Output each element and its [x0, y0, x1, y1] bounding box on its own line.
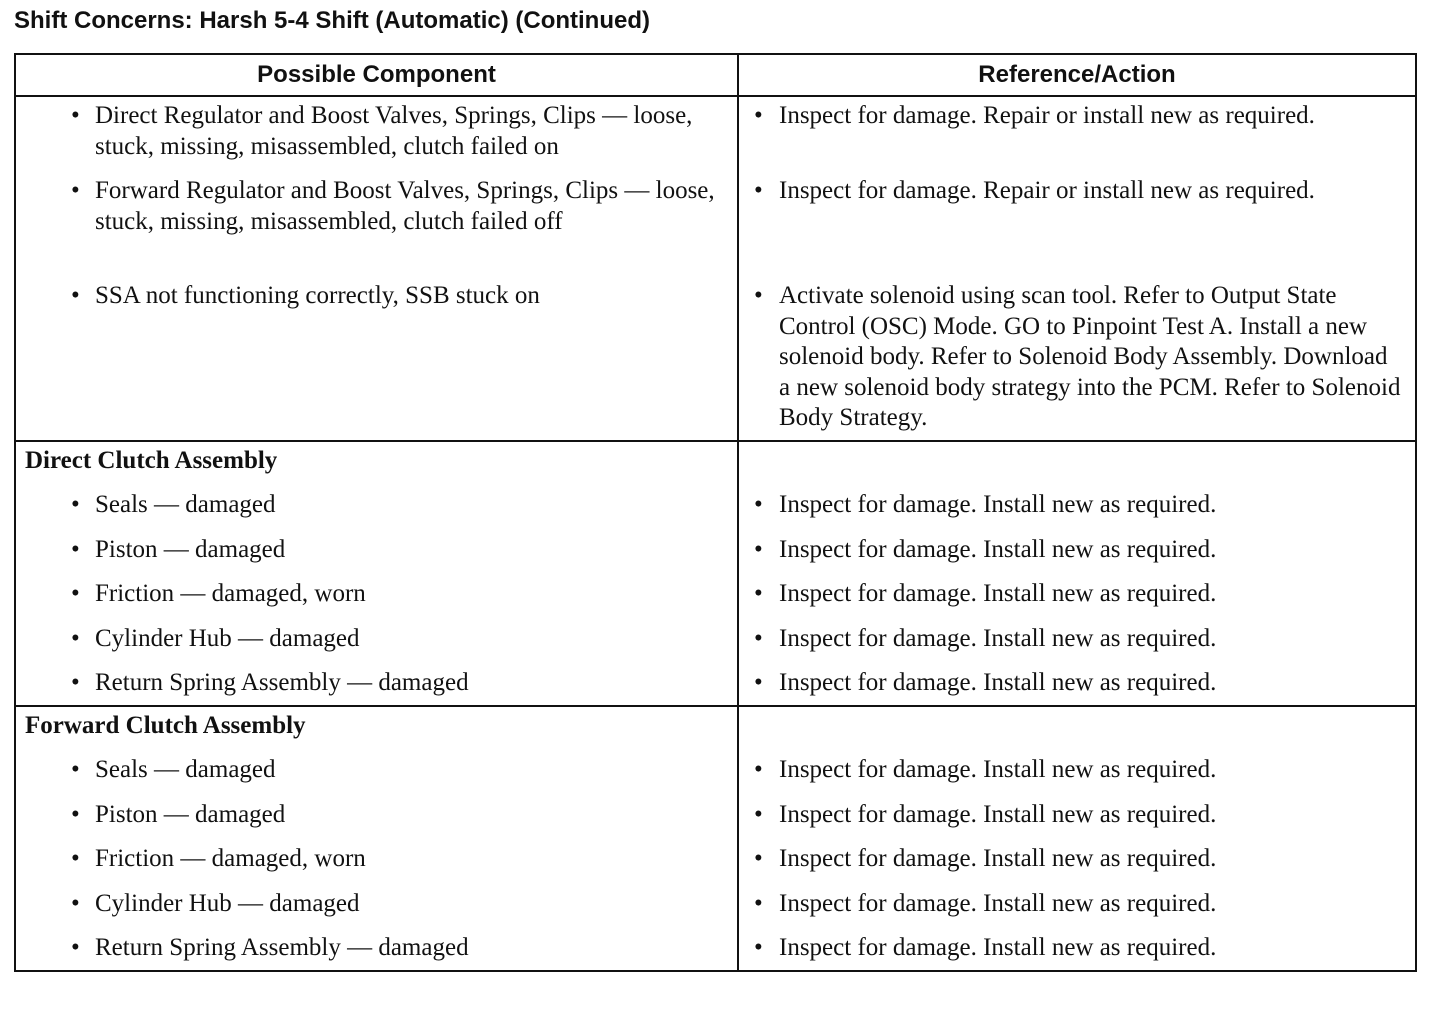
bullet-icon: •: [754, 669, 763, 696]
bullet-icon: •: [754, 177, 763, 204]
component-cell: [15, 441, 738, 706]
list-item: [739, 535, 1415, 566]
list-item: [739, 844, 1415, 875]
bullet-icon: •: [71, 535, 80, 563]
list-item: [739, 490, 1415, 521]
list-item: [16, 844, 737, 875]
bullet-icon: •: [71, 491, 80, 518]
list-item: [739, 755, 1415, 786]
list-item: [16, 101, 737, 162]
action-cell: [738, 706, 1416, 971]
action-text: Inspect for damage. Install new as required.: [779, 535, 1217, 563]
bullet-icon: •: [754, 491, 763, 518]
action-cell: [738, 441, 1416, 706]
list-item: [739, 933, 1415, 964]
list-item: [16, 889, 737, 920]
bullet-icon: •: [71, 800, 80, 828]
bullet-icon: •: [71, 889, 80, 917]
list-item: [16, 668, 737, 699]
action-list: [739, 101, 1415, 434]
bullet-icon: •: [754, 845, 763, 872]
action-text: Inspect for damage. Install new as required.: [779, 580, 1217, 607]
bullet-icon: •: [71, 580, 80, 607]
list-item: [739, 579, 1415, 610]
component-list: [16, 490, 737, 699]
list-item: [16, 624, 737, 655]
bullet-icon: •: [754, 934, 763, 961]
table-row: [15, 441, 1416, 706]
bullet-icon: •: [754, 102, 763, 129]
bullet-icon: •: [71, 669, 80, 696]
bullet-icon: •: [754, 756, 763, 783]
component-text: Friction — damaged, worn: [95, 580, 366, 607]
action-list: [739, 755, 1415, 964]
component-text: Seals — damaged: [95, 491, 276, 518]
list-item: [16, 535, 737, 566]
list-item: [16, 176, 737, 267]
action-text: Inspect for damage. Install new as required.: [779, 491, 1217, 518]
bullet-icon: •: [754, 624, 763, 652]
list-item: [16, 281, 737, 312]
list-item: [739, 101, 1415, 162]
action-text: Inspect for damage. Install new as required.: [779, 669, 1217, 696]
bullet-icon: •: [754, 889, 763, 917]
action-text: Inspect for damage. Install new as required.: [779, 889, 1217, 917]
bullet-icon: •: [71, 177, 80, 204]
action-text: Inspect for damage. Install new as required.: [779, 624, 1217, 652]
group-title: Forward Clutch Assembly: [25, 711, 306, 739]
page-title: Shift Concerns: Harsh 5-4 Shift (Automatic) (Continued): [14, 7, 650, 34]
action-list: [739, 490, 1415, 699]
list-item: [739, 281, 1415, 434]
list-item: [739, 176, 1415, 267]
table-row: [15, 706, 1416, 971]
bullet-icon: •: [71, 624, 80, 652]
list-item: [16, 933, 737, 964]
action-text: Activate solenoid using scan tool. Refer to Output State Control (OSC) Mode. GO to Pinpoint Test A. Install a new solenoid body. Refer to Solenoid Body Assembly. Download a new solenoid body strategy into the PCM. Refer to Solenoid Body Strategy.: [779, 282, 1401, 431]
bullet-icon: •: [754, 535, 763, 563]
component-text: SSA not functioning correctly, SSB stuck on: [95, 282, 540, 309]
action-text: Inspect for damage. Repair or install new as required.: [779, 102, 1315, 129]
column-header-component: Possible Component: [15, 54, 738, 96]
action-cell: [738, 96, 1416, 441]
action-text: Inspect for damage. Install new as required.: [779, 756, 1217, 783]
bullet-icon: •: [71, 282, 80, 309]
header-row: [15, 54, 1416, 96]
group-title: Direct Clutch Assembly: [25, 446, 278, 474]
action-text: Inspect for damage. Install new as required.: [779, 845, 1217, 872]
table-row: [15, 96, 1416, 441]
component-text: Piston — damaged: [95, 800, 286, 828]
list-item: [16, 579, 737, 610]
list-item: [739, 624, 1415, 655]
bullet-icon: •: [71, 934, 80, 961]
list-item: [16, 800, 737, 831]
component-cell: [15, 706, 738, 971]
action-text: Inspect for damage. Install new as required.: [779, 800, 1217, 828]
bullet-icon: •: [754, 800, 763, 828]
bullet-icon: •: [754, 580, 763, 607]
component-text: Seals — damaged: [95, 756, 276, 783]
component-text: Cylinder Hub — damaged: [95, 889, 360, 917]
action-text: Inspect for damage. Repair or install new as required.: [779, 177, 1315, 204]
component-text: Return Spring Assembly — damaged: [95, 934, 469, 961]
list-item: [739, 668, 1415, 699]
list-item: [739, 889, 1415, 920]
component-text: Cylinder Hub — damaged: [95, 624, 360, 652]
group-spacer: [739, 446, 1415, 477]
component-text: Return Spring Assembly — damaged: [95, 669, 469, 696]
diagnosis-table: [14, 53, 1417, 972]
component-cell: [15, 96, 738, 441]
bullet-icon: •: [71, 756, 80, 783]
action-text: Inspect for damage. Install new as required.: [779, 934, 1217, 961]
list-item: [16, 490, 737, 521]
component-text: Friction — damaged, worn: [95, 845, 366, 872]
component-text: Piston — damaged: [95, 535, 286, 563]
group-spacer: [739, 711, 1415, 742]
component-text: Direct Regulator and Boost Valves, Springs, Clips — loose, stuck, missing, misassembled, clutch failed on: [95, 102, 693, 160]
component-list: [16, 755, 737, 964]
bullet-icon: •: [71, 102, 80, 129]
list-item: [16, 755, 737, 786]
bullet-icon: •: [754, 282, 763, 309]
bullet-icon: •: [71, 845, 80, 872]
component-text: Forward Regulator and Boost Valves, Springs, Clips — loose, stuck, missing, misassembled, clutch failed off: [95, 177, 715, 235]
column-header-action: Reference/Action: [738, 54, 1416, 96]
list-item: [739, 800, 1415, 831]
component-list: [16, 101, 737, 312]
